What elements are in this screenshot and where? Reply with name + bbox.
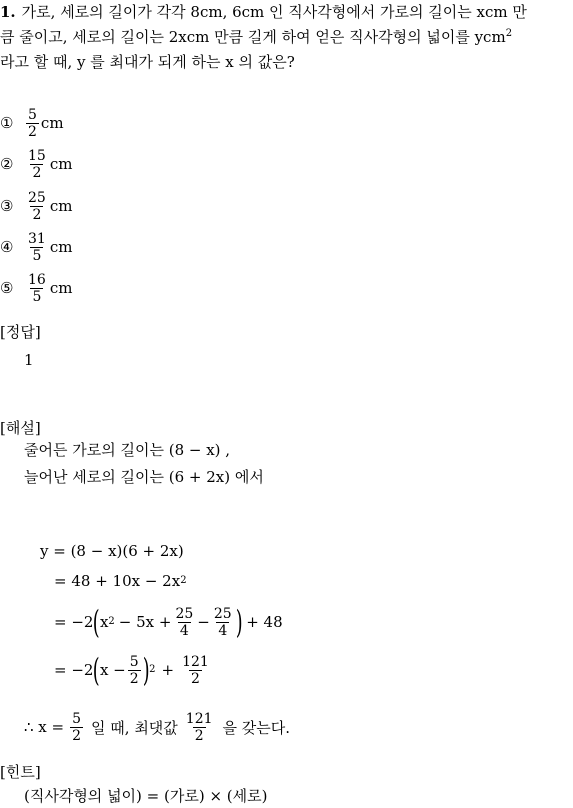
choice-marker: ③	[0, 197, 14, 215]
choice-marker: ①	[0, 114, 14, 132]
conclusion-line: ∴ x = $\frac{5}{2}$ 일 때, 최댓값 $\frac{121}{2}$ 을 갖는다.	[24, 710, 291, 744]
choice-unit: cm	[49, 279, 73, 297]
choice-unit: cm	[49, 238, 73, 256]
left-paren: (	[93, 603, 101, 641]
choice-3[interactable]	[0, 186, 72, 226]
choice-fraction: $\frac{31}{5}$	[28, 230, 46, 264]
equation-line-2: = 48 + 10x − 2x 2	[54, 572, 187, 590]
choice-unit: cm	[40, 114, 64, 132]
question-line-2	[0, 27, 512, 47]
fraction: $\frac{25}{4}$	[175, 605, 194, 639]
choice-fraction: $\frac{5}{2}$	[28, 106, 37, 140]
fraction: $\frac{121}{2}$	[185, 710, 213, 744]
choice-fraction: $\frac{15}{2}$	[28, 147, 46, 181]
question-text-3: 라고 할 때, y 를 최대가 되게 하는 x 의 값은?	[0, 53, 295, 71]
hint-text: (직사각형의 넓이) = (가로) × (세로)	[24, 787, 268, 805]
fraction: $\frac{5}{2}$	[72, 710, 82, 744]
choice-unit: cm	[49, 197, 73, 215]
question-number: 1.	[0, 3, 16, 21]
choice-5[interactable]	[0, 268, 72, 308]
choice-marker: ⑤	[0, 279, 14, 297]
left-paren: (	[93, 651, 101, 689]
equation-line-3: = −2 ( x 2 − 5x + $\frac{25}{4}$ − $\frac{25}{4}$ ) + 48	[54, 603, 283, 641]
fraction: $\frac{25}{4}$	[213, 605, 232, 639]
choice-marker: ②	[0, 155, 14, 173]
solution-line-2: 늘어난 세로의 길이는 (6 + 2x) 에서	[24, 468, 264, 486]
question-line-3	[0, 52, 295, 72]
equation-line-1: y = (8 − x)(6 + 2x)	[40, 542, 184, 560]
fraction: $\frac{121}{2}$	[182, 653, 209, 687]
right-paren: )	[235, 603, 243, 641]
answer-value: 1	[24, 351, 34, 369]
choice-fraction: $\frac{25}{2}$	[28, 189, 46, 223]
answer-label: [정답]	[0, 323, 41, 341]
solution-line-1: 줄어든 가로의 길이는 (8 − x) ,	[24, 441, 231, 459]
choice-marker: ④	[0, 238, 14, 256]
choice-2[interactable]	[0, 144, 72, 184]
choice-1[interactable]	[0, 103, 64, 143]
choice-fraction: $\frac{16}{5}$	[28, 271, 46, 305]
question-text-2: 큼 줄이고, 세로의 길이는 2xcm 만큼 길게 하여 얻은 직사각형의 넓이를 ycm	[0, 28, 506, 46]
right-paren: )	[142, 651, 150, 689]
equation-line-4: = −2 ( x − $\frac{5}{2}$ ) 2 + $\frac{121}{2}$	[54, 651, 209, 689]
question-line-1	[0, 2, 527, 22]
fraction: $\frac{5}{2}$	[129, 653, 139, 687]
hint-label: [힌트]	[0, 763, 41, 781]
question-text-1: 가로, 세로의 길이가 각각 8cm, 6cm 인 직사각형에서 가로의 길이는 xcm 만	[21, 3, 527, 21]
question-superscript: 2	[505, 28, 513, 39]
solution-label: [해설]	[0, 419, 41, 437]
choice-unit: cm	[49, 155, 73, 173]
choice-4[interactable]	[0, 227, 72, 267]
